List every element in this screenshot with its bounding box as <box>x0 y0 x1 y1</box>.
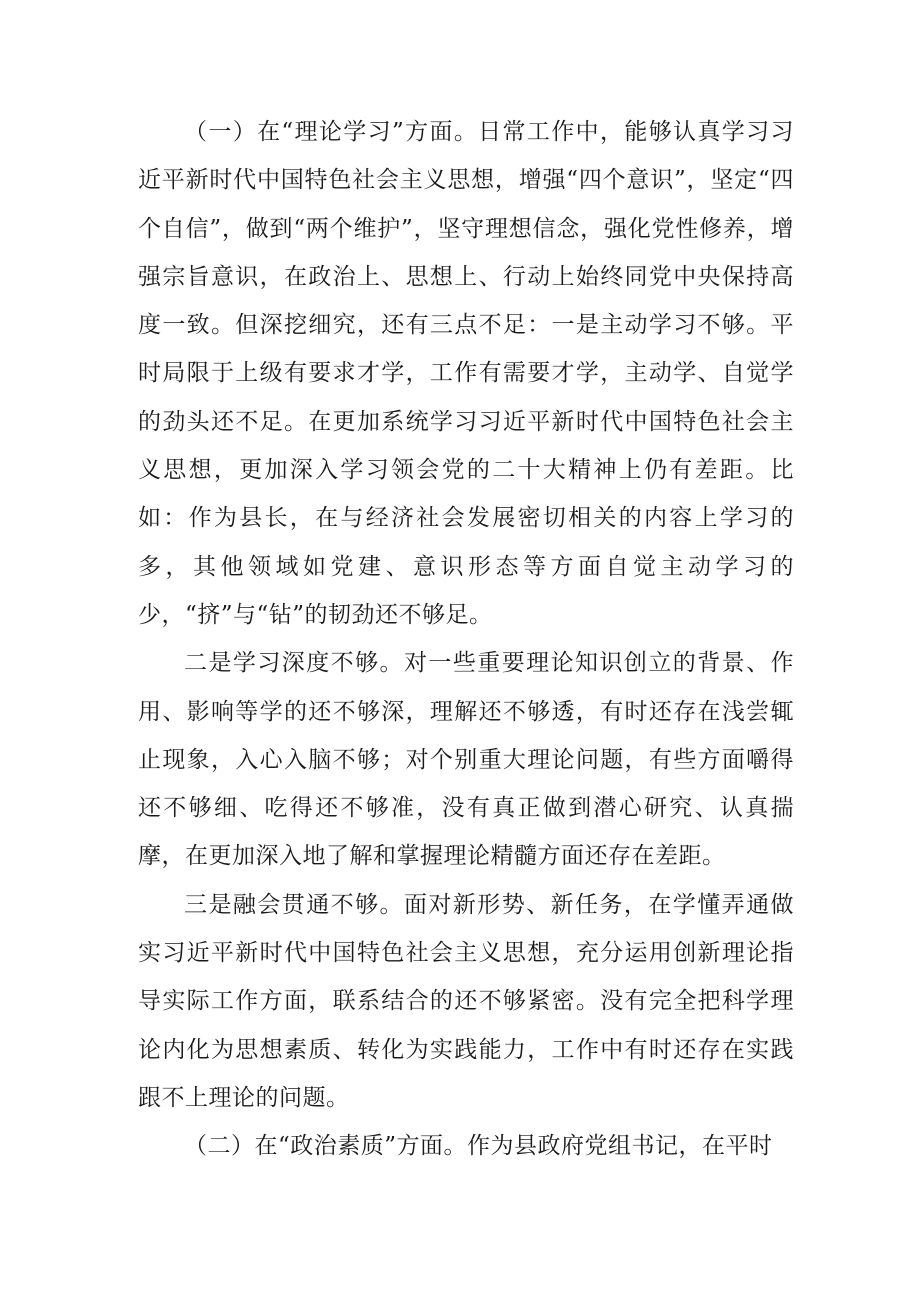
paragraph-integration: 三是融会贯通不够。面对新形势、新任务，在学懂弄通做实习近平新时代中国特色社会主义思想，充分运用创新理论指导实际工作方面，联系结合的还不够紧密。没有完全把科学理论内化为思想素质、转化为实践能力，工作中有时还存在实践跟不上理论的问题。 <box>138 891 794 1111</box>
paragraph-study-depth: 二是学习深度不够。对一些重要理论知识创立的背景、作用、影响等学的还不够深，理解还不够透，有时还存在浅尝辄止现象，入心入脑不够；对个别重大理论问题，有些方面嚼得还不够细、吃得还不够准，没有真正做到潜心研究、认真揣摩，在更加深入地了解和掌握理论精髓方面还存在差距。 <box>138 650 794 870</box>
document-body <box>138 108 794 1171</box>
paragraph-political-quality: （二）在“政治素质”方面。作为县政府党组书记，在平时 <box>184 1133 773 1160</box>
paragraph-theory-study: （一）在“理论学习”方面。日常工作中，能够认真学习习近平新时代中国特色社会主义思想，增强“四个意识”，坚定“四个自信”，做到“两个维护”，坚守理想信念，强化党性修养，增强宗旨意识，在政治上、思想上、行动上始终同党中央保持高度一致。但深挖细究，还有三点不足：一是主动学习不够。平时局限于上级有要求才学，工作有需要才学，主动学、自觉学的劲头还不足。在更加系统学习习近平新时代中国特色社会主义思想，更加深入学习领会党的二十大精神上仍有差距。比如：作为县长，在与经济社会发展密切相关的内容上学习的多，其他领域如党建、意识形态等方面自觉主动学习的少，“挤”与“钻”的韧劲还不够足。 <box>138 119 794 628</box>
